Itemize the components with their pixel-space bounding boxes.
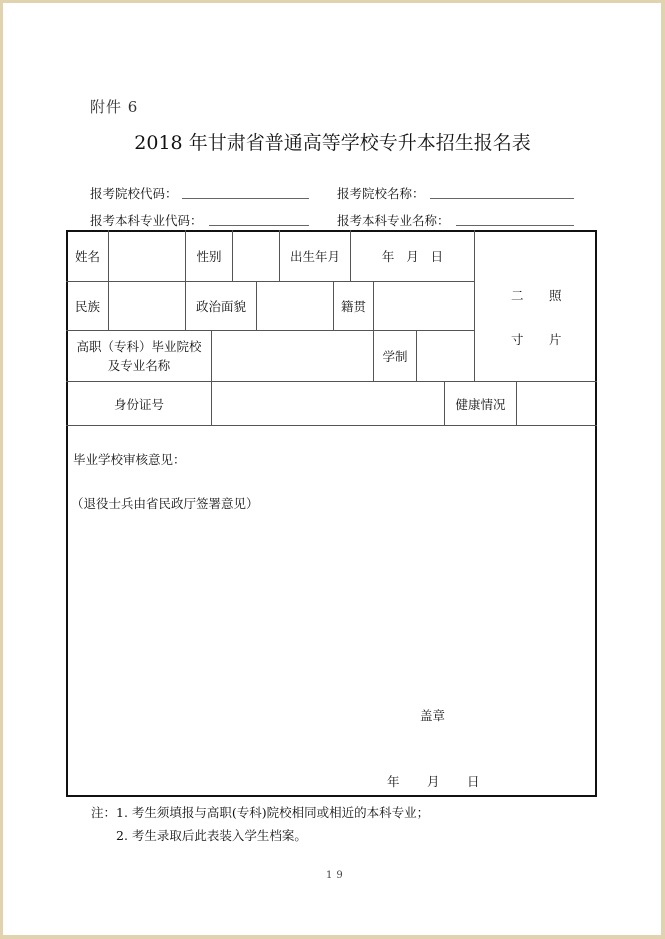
political-status-input[interactable] bbox=[257, 282, 333, 330]
photo-area[interactable] bbox=[475, 231, 595, 381]
graduate-school-label-line2: 及专业名称 bbox=[107, 358, 171, 373]
major-name-label: 报考本科专业名称： bbox=[337, 213, 450, 228]
row-divider bbox=[66, 425, 597, 426]
political-status-label: 政治面貌 bbox=[195, 299, 246, 314]
birth-date-input[interactable]: 年 月 日 bbox=[381, 249, 444, 264]
id-number-label: 身份证号 bbox=[113, 396, 164, 412]
native-place-label: 籍贯 bbox=[340, 299, 366, 314]
school-name-label: 报考院校名称： bbox=[337, 186, 425, 201]
native-place-input[interactable] bbox=[374, 282, 474, 330]
photo-text-two: 二 bbox=[511, 288, 524, 303]
id-number-input[interactable] bbox=[212, 382, 444, 425]
major-code-label: 报考本科专业代码： bbox=[90, 213, 203, 228]
graduate-school-label bbox=[67, 331, 211, 381]
gender-input[interactable] bbox=[233, 231, 279, 281]
review-veteran-note: （退役士兵由省民政厅签署意见） bbox=[71, 496, 259, 511]
schooling-length-label: 学制 bbox=[382, 349, 408, 364]
date-year-label: 年 bbox=[387, 774, 400, 789]
school-name-field[interactable] bbox=[430, 198, 574, 199]
review-heading: 毕业学校审核意见： bbox=[73, 452, 186, 467]
seal-label: 盖章 bbox=[420, 708, 446, 723]
health-input[interactable] bbox=[517, 382, 595, 425]
birth-label: 出生年月 bbox=[289, 249, 340, 264]
major-name-field[interactable] bbox=[456, 225, 574, 226]
photo-text-inch: 寸 bbox=[511, 332, 524, 347]
name-input[interactable] bbox=[109, 231, 185, 281]
date-month-label: 月 bbox=[427, 774, 440, 789]
ethnicity-input[interactable] bbox=[109, 282, 185, 330]
page-number: 19 bbox=[326, 870, 347, 881]
date-day-label: 日 bbox=[467, 774, 480, 789]
graduate-school-label-line1: 高职（专科）毕业院校 bbox=[76, 339, 202, 354]
school-code-field[interactable] bbox=[182, 198, 309, 199]
schooling-length-input[interactable] bbox=[417, 331, 474, 381]
gender-label: 性别 bbox=[196, 249, 222, 264]
attachment-label: 附件 6 bbox=[90, 98, 139, 116]
major-code-field[interactable] bbox=[209, 225, 309, 226]
health-label: 健康情况 bbox=[455, 396, 506, 412]
ethnicity-label: 民族 bbox=[74, 299, 100, 314]
form-title: 2018 年甘肃省普通高等学校专升本招生报名表 bbox=[134, 132, 531, 154]
note-item-1: 1. 考生须填报与高职(专科)院校相同或相近的本科专业； bbox=[116, 805, 430, 820]
photo-text-photo: 照 bbox=[549, 288, 562, 303]
name-label: 姓名 bbox=[74, 249, 100, 264]
review-opinion-area[interactable] bbox=[68, 520, 595, 690]
note-item-2: 2. 考生录取后此表装入学生档案。 bbox=[116, 828, 307, 843]
notes-prefix: 注： bbox=[91, 805, 117, 820]
graduate-school-input[interactable] bbox=[212, 331, 373, 381]
photo-text-piece: 片 bbox=[549, 332, 562, 347]
school-code-label: 报考院校代码： bbox=[90, 186, 178, 201]
